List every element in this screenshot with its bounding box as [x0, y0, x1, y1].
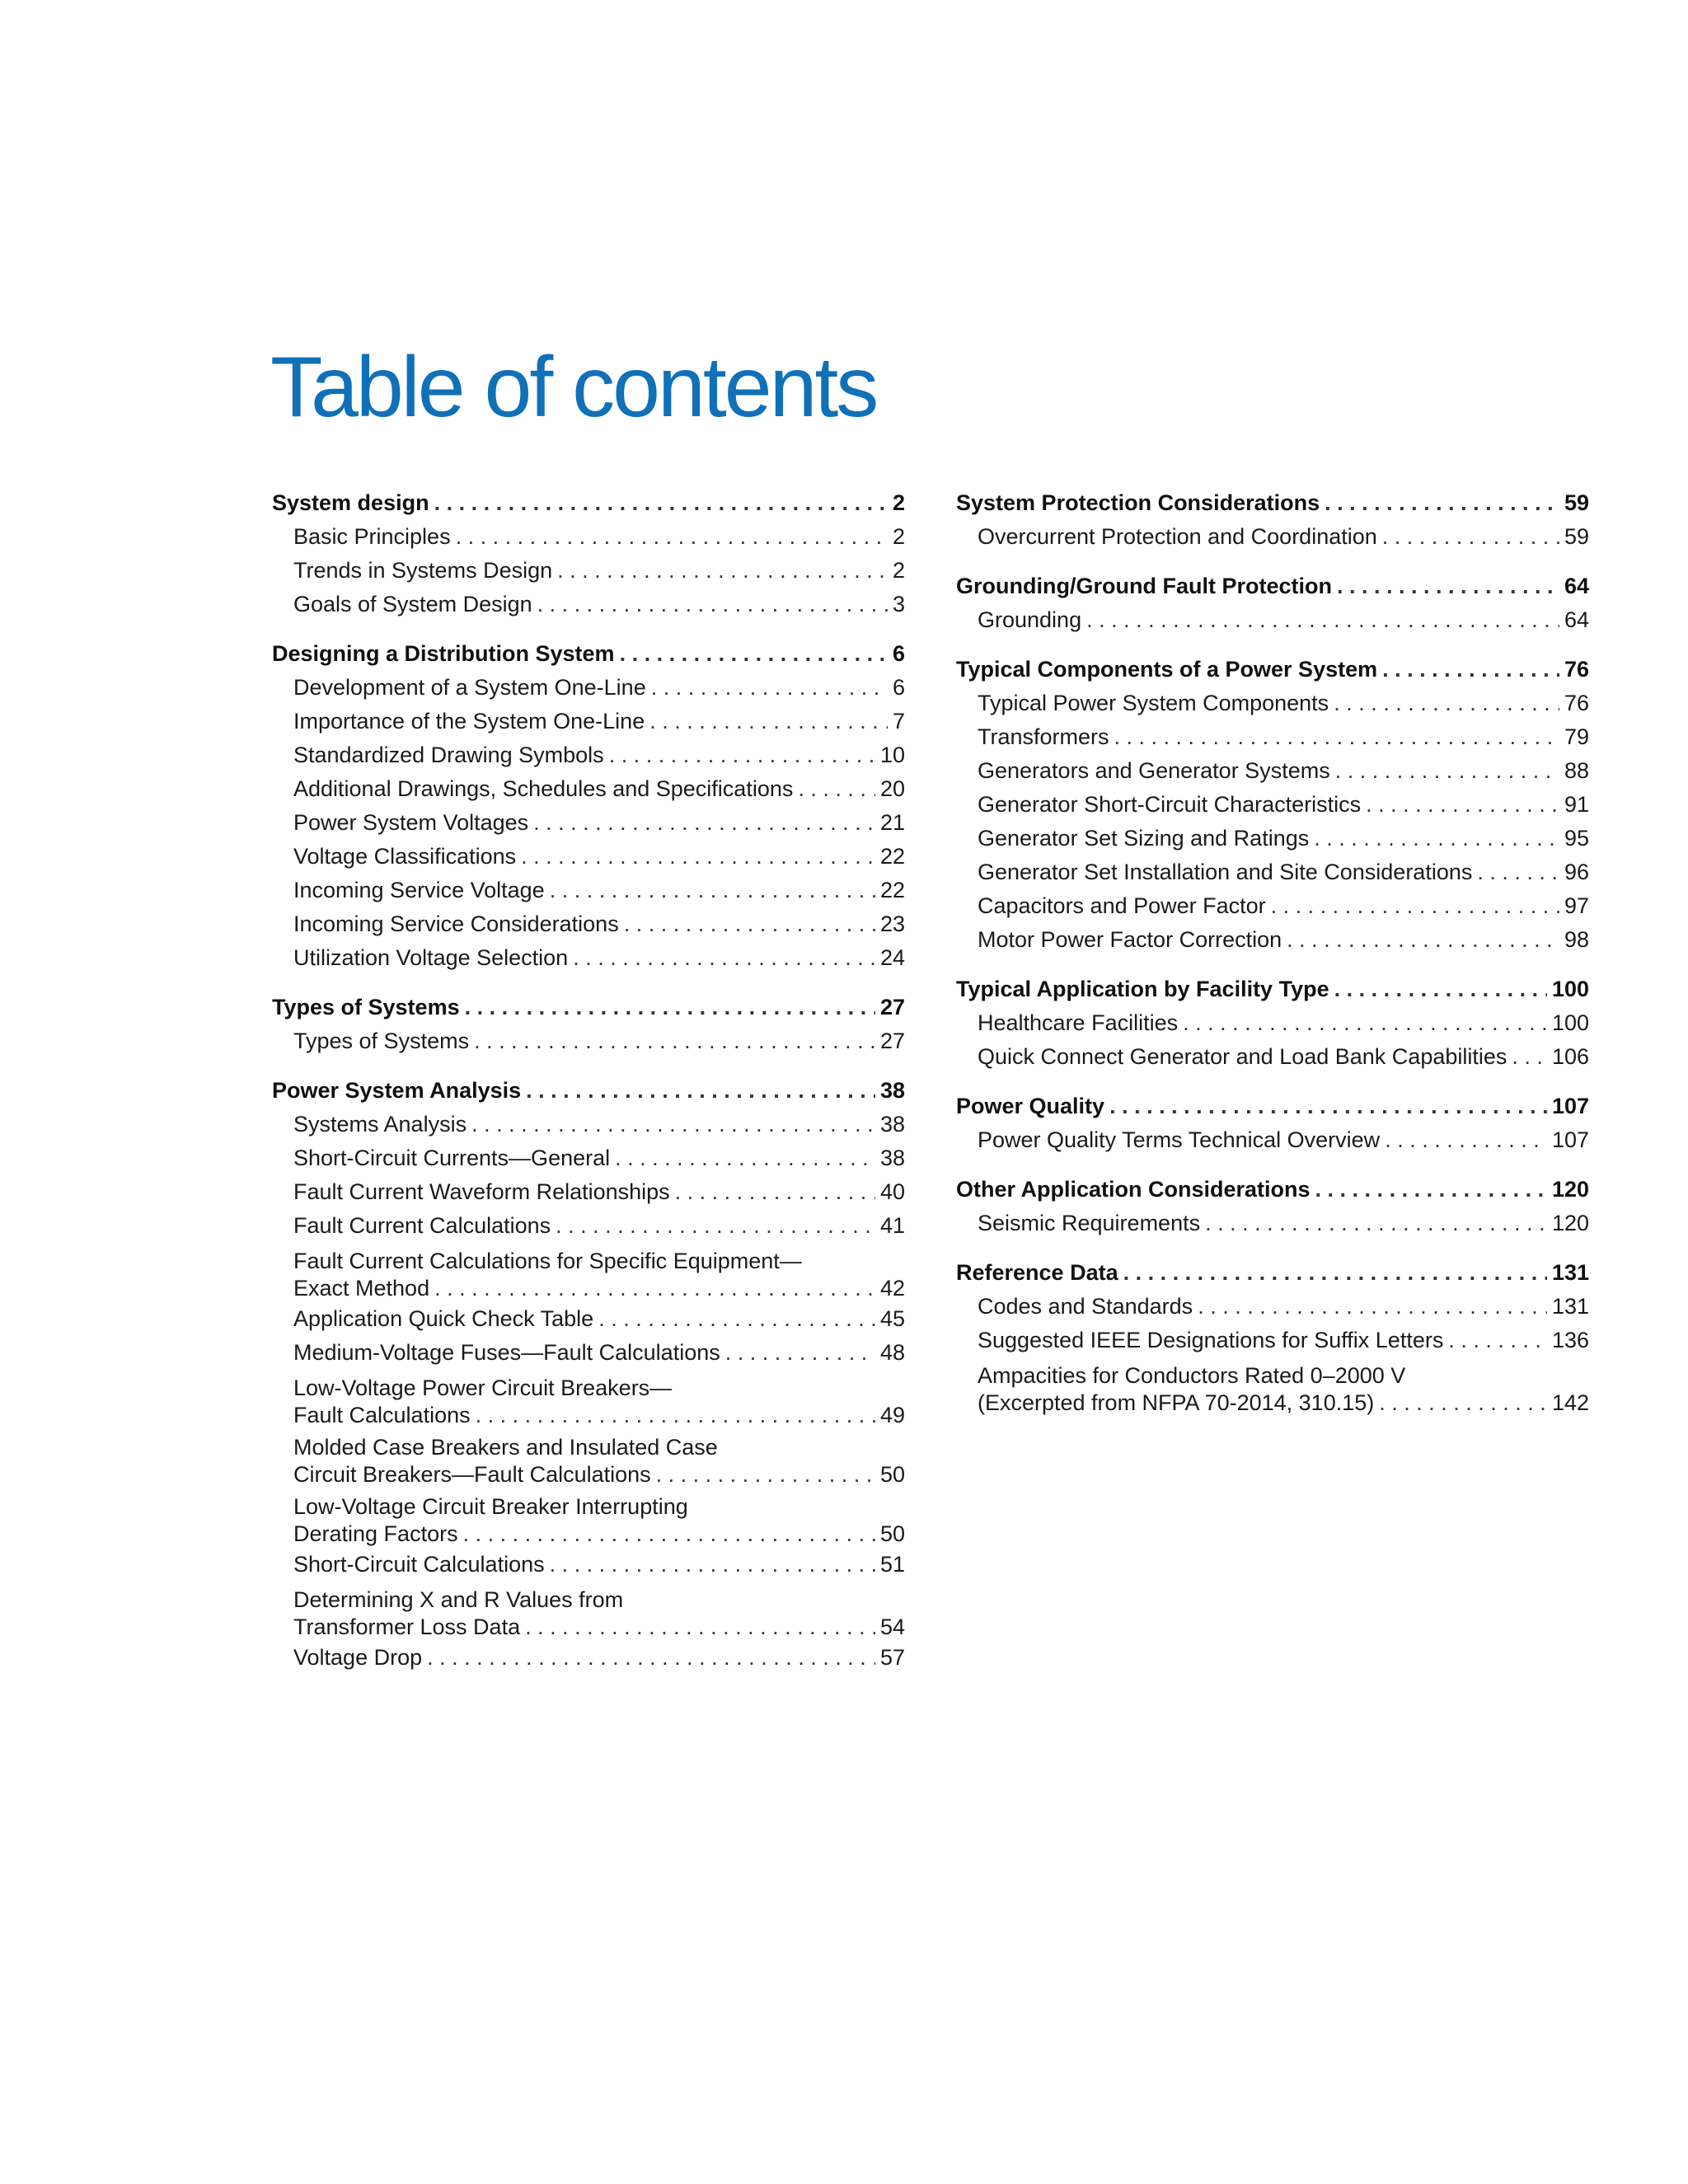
toc-entry[interactable] — [272, 772, 905, 806]
entry-title: Power Quality Terms Technical Overview — [978, 1127, 1381, 1152]
toc-entry[interactable] — [956, 1123, 1589, 1157]
entry-page-number: 51 — [879, 1552, 905, 1577]
section-title: Typical Components of a Power System — [956, 657, 1378, 682]
entry-line — [293, 840, 905, 874]
entry-title: (Excerpted from NFPA 70-2014, 310.15) — [978, 1390, 1375, 1415]
entry-title: Grounding — [978, 607, 1082, 632]
toc-right-column — [956, 486, 1589, 1432]
toc-section-heading[interactable] — [956, 1256, 1589, 1290]
entry-page-number: 100 — [1551, 1010, 1589, 1035]
toc-entry[interactable] — [272, 1243, 905, 1302]
entry-page-number: 95 — [1564, 826, 1589, 851]
dot-leader — [1123, 1256, 1547, 1290]
entry-title: Generator Set Sizing and Ratings — [978, 826, 1310, 851]
toc-entry[interactable] — [272, 705, 905, 738]
entry-title: Incoming Service Voltage — [293, 878, 545, 902]
entry-page-number: 48 — [879, 1340, 905, 1365]
entry-title: Short-Circuit Calculations — [293, 1552, 545, 1577]
entry-title: Motor Power Factor Correction — [978, 927, 1282, 952]
entry-page-number: 2 — [892, 558, 905, 583]
entry-title: Transformers — [978, 724, 1109, 749]
entry-page-number: 91 — [1564, 792, 1589, 817]
entry-title: Overcurrent Protection and Coordination — [978, 524, 1377, 549]
toc-entry[interactable] — [272, 1302, 905, 1336]
entry-title: Codes and Standards — [978, 1294, 1193, 1319]
toc-section-reference-data — [956, 1256, 1589, 1417]
toc-entry[interactable] — [272, 1488, 905, 1548]
toc-section-designing-a-distribution-system — [272, 637, 905, 975]
toc-entry[interactable] — [272, 738, 905, 772]
entry-title-line1: Low-Voltage Power Circuit Breakers— — [293, 1376, 673, 1400]
entry-page-number: 38 — [879, 1146, 905, 1170]
toc-entry[interactable] — [272, 1429, 905, 1488]
entry-line — [293, 520, 905, 554]
entry-title: Types of Systems — [293, 1029, 470, 1053]
dot-leader — [798, 772, 875, 806]
entry-title-line1: Determining X and R Values from — [293, 1587, 624, 1612]
section-title: Grounding/Ground Fault Protection — [956, 574, 1332, 598]
section-page-number: 38 — [879, 1078, 905, 1103]
toc-section-heading[interactable] — [956, 486, 1589, 520]
entry-title: Basic Principles — [293, 524, 451, 549]
section-title: System Protection Considerations — [956, 490, 1320, 515]
entry-page-number: 131 — [1551, 1294, 1589, 1319]
toc-entry[interactable] — [272, 941, 905, 975]
toc-entry[interactable] — [956, 1357, 1589, 1417]
entry-line — [978, 788, 1589, 822]
toc-section-system-protection-considerations — [956, 486, 1589, 554]
entry-page-number: 79 — [1564, 724, 1589, 749]
toc-entry[interactable] — [956, 889, 1589, 923]
dot-leader — [1325, 486, 1559, 520]
section-title: Types of Systems — [272, 995, 460, 1019]
section-page-number: 120 — [1551, 1177, 1589, 1202]
dot-leader — [526, 1074, 875, 1108]
entry-page-number: 54 — [879, 1615, 905, 1639]
dot-leader — [1382, 520, 1559, 554]
entry-line — [978, 1389, 1589, 1417]
entry-page-number: 120 — [1551, 1211, 1589, 1235]
toc-entry[interactable] — [272, 671, 905, 705]
toc-entry[interactable] — [956, 822, 1589, 855]
section-page-number: 59 — [1564, 490, 1589, 515]
dot-leader — [675, 1175, 875, 1209]
entry-page-number: 96 — [1564, 860, 1589, 884]
dot-leader — [620, 637, 888, 671]
entry-title: Development of a System One-Line — [293, 675, 646, 700]
section-title: Power System Analysis — [272, 1078, 522, 1103]
section-title: Typical Application by Facility Type — [956, 977, 1329, 1001]
toc-section-power-quality — [956, 1090, 1589, 1157]
toc-section-power-system-analysis — [272, 1074, 905, 1675]
dot-leader — [476, 1401, 875, 1429]
dot-leader — [1183, 1006, 1547, 1040]
entry-line — [293, 1520, 905, 1548]
section-title: System design — [272, 490, 429, 515]
entry-title: Incoming Service Considerations — [293, 912, 619, 936]
entry-title: Systems Analysis — [293, 1112, 467, 1137]
entry-line — [978, 1324, 1589, 1357]
entry-line — [293, 1460, 905, 1488]
dot-leader — [434, 1274, 875, 1302]
toc-entry[interactable] — [956, 923, 1589, 957]
entry-page-number: 23 — [879, 912, 905, 936]
entry-line — [293, 1108, 905, 1141]
dot-leader — [533, 806, 875, 840]
entry-title: Importance of the System One-Line — [293, 709, 645, 733]
entry-line — [293, 738, 905, 772]
entry-title: Voltage Classifications — [293, 844, 517, 869]
dot-leader — [725, 1336, 875, 1370]
entry-line — [293, 1401, 905, 1429]
entry-line — [293, 554, 905, 588]
toc-section-heading[interactable] — [272, 991, 905, 1024]
section-page-number: 107 — [1551, 1094, 1589, 1118]
dot-leader — [1385, 1123, 1547, 1157]
entry-line — [293, 1175, 905, 1209]
entry-title: Application Quick Check Table — [293, 1306, 594, 1331]
toc-section-heading[interactable] — [956, 1173, 1589, 1207]
entry-title: Generator Set Installation and Site Considerations — [978, 860, 1473, 884]
entry-page-number: 97 — [1564, 893, 1589, 918]
dot-leader — [463, 1520, 875, 1548]
entry-page-number: 22 — [879, 878, 905, 902]
toc-entry[interactable] — [956, 754, 1589, 788]
toc-entry[interactable] — [272, 1175, 905, 1209]
toc-entry[interactable] — [272, 1582, 905, 1641]
toc-section-typical-application-by-facility-type — [956, 972, 1589, 1074]
dot-leader — [1314, 822, 1559, 855]
entry-title: Utilization Voltage Selection — [293, 945, 569, 970]
entry-title: Fault Current Calculations — [293, 1213, 551, 1238]
toc-entry[interactable] — [272, 874, 905, 907]
entry-line — [978, 1123, 1589, 1157]
toc-left-column — [272, 486, 905, 1690]
dot-leader — [456, 520, 888, 554]
section-page-number: 76 — [1564, 657, 1589, 682]
entry-line — [978, 687, 1589, 720]
toc-section-heading[interactable] — [272, 637, 905, 671]
entry-title: Generator Short-Circuit Characteristics — [978, 792, 1362, 817]
toc-entry[interactable] — [272, 806, 905, 840]
entry-line — [293, 588, 905, 621]
entry-line — [293, 1141, 905, 1175]
dot-leader — [1337, 569, 1559, 603]
dot-leader — [550, 874, 875, 907]
page-title: Table of contents — [270, 340, 877, 435]
toc-entry[interactable] — [956, 1290, 1589, 1324]
section-page-number: 6 — [892, 641, 905, 666]
entry-page-number: 41 — [879, 1213, 905, 1238]
entry-page-number: 27 — [879, 1029, 905, 1053]
section-page-number: 27 — [879, 995, 905, 1019]
entry-line — [293, 1336, 905, 1370]
entry-page-number: 76 — [1564, 691, 1589, 715]
toc-entry[interactable] — [956, 520, 1589, 554]
entry-line — [293, 1641, 905, 1675]
entry-page-number: 106 — [1551, 1044, 1589, 1069]
dot-leader — [1366, 788, 1559, 822]
entry-title-line1: Low-Voltage Circuit Breaker Interrupting — [293, 1494, 688, 1519]
entry-line — [293, 806, 905, 840]
entry-line — [978, 603, 1589, 637]
dot-leader — [1114, 720, 1559, 754]
toc-entry[interactable] — [956, 855, 1589, 889]
dot-leader — [1271, 889, 1559, 923]
toc-entry[interactable] — [272, 1641, 905, 1675]
entry-page-number: 6 — [892, 675, 905, 700]
entry-page-number: 22 — [879, 844, 905, 869]
dot-leader — [615, 1141, 875, 1175]
dot-leader — [1379, 1389, 1547, 1417]
toc-entry[interactable] — [272, 1108, 905, 1141]
entry-page-number: 98 — [1564, 927, 1589, 952]
entry-page-number: 59 — [1564, 524, 1589, 549]
dot-leader — [649, 705, 888, 738]
dot-leader — [471, 1108, 875, 1141]
dot-leader — [465, 991, 875, 1024]
entry-title: Transformer Loss Data — [293, 1615, 521, 1639]
entry-title: Typical Power System Components — [978, 691, 1329, 715]
toc-entry[interactable] — [956, 603, 1589, 637]
toc-section-grounding-ground-fault-protection — [956, 569, 1589, 637]
entry-page-number: 107 — [1551, 1127, 1589, 1152]
section-page-number: 100 — [1551, 977, 1589, 1001]
toc-entry[interactable] — [956, 1040, 1589, 1074]
entry-line — [978, 923, 1589, 957]
entry-page-number: 142 — [1551, 1390, 1589, 1415]
dot-leader — [609, 738, 875, 772]
entry-line — [978, 754, 1589, 788]
dot-leader — [1334, 972, 1547, 1006]
entry-line — [978, 720, 1589, 754]
dot-leader — [1334, 687, 1559, 720]
entry-line — [293, 1548, 905, 1582]
entry-line — [978, 1207, 1589, 1240]
entry-line — [978, 1290, 1589, 1324]
toc-section-typical-components-of-a-power-system — [956, 653, 1589, 957]
entry-page-number: 64 — [1564, 607, 1589, 632]
entry-line — [293, 772, 905, 806]
dot-leader — [1335, 754, 1559, 788]
entry-page-number: 50 — [879, 1462, 905, 1487]
dot-leader — [624, 907, 875, 941]
dot-leader — [573, 941, 875, 975]
entry-title: Power System Voltages — [293, 810, 529, 835]
dot-leader — [656, 1460, 875, 1488]
dot-leader — [525, 1613, 875, 1641]
entry-title: Fault Current Waveform Relationships — [293, 1179, 670, 1204]
toc-entry[interactable] — [272, 907, 905, 941]
dot-leader — [1448, 1324, 1547, 1357]
dot-leader — [1109, 1090, 1547, 1123]
entry-line — [978, 1006, 1589, 1040]
entry-line — [978, 822, 1589, 855]
entry-page-number: 45 — [879, 1306, 905, 1331]
dot-leader — [1315, 1173, 1547, 1207]
entry-page-number: 42 — [879, 1276, 905, 1301]
entry-line — [293, 1209, 905, 1243]
entry-page-number: 2 — [892, 524, 905, 549]
entry-line — [293, 705, 905, 738]
dot-leader — [557, 554, 888, 588]
entry-title: Healthcare Facilities — [978, 1010, 1179, 1035]
entry-page-number: 21 — [879, 810, 905, 835]
toc-section-types-of-systems — [272, 991, 905, 1058]
entry-title-line1: Fault Current Calculations for Specific Equipment— — [293, 1249, 802, 1273]
entry-title: Voltage Drop — [293, 1645, 423, 1670]
entry-line — [293, 1274, 905, 1302]
entry-title: Exact Method — [293, 1276, 430, 1301]
toc-section-heading[interactable] — [272, 1074, 905, 1108]
toc-section-heading[interactable] — [272, 486, 905, 520]
section-title: Designing a Distribution System — [272, 641, 615, 666]
entry-title: Circuit Breakers—Fault Calculations — [293, 1462, 651, 1487]
dot-leader — [1512, 1040, 1547, 1074]
toc-entry[interactable] — [956, 1324, 1589, 1357]
section-page-number: 131 — [1551, 1260, 1589, 1285]
entry-line — [293, 941, 905, 975]
entry-line — [978, 520, 1589, 554]
section-title: Reference Data — [956, 1260, 1118, 1285]
entry-line — [293, 907, 905, 941]
toc-entry[interactable] — [272, 1336, 905, 1370]
dot-leader — [1477, 855, 1559, 889]
toc-section-other-application-considerations — [956, 1173, 1589, 1240]
dot-leader — [1198, 1290, 1547, 1324]
entry-page-number: 50 — [879, 1521, 905, 1546]
entry-page-number: 49 — [879, 1403, 905, 1427]
entry-page-number: 40 — [879, 1179, 905, 1204]
toc-section-system-design — [272, 486, 905, 621]
toc-entry[interactable] — [956, 1006, 1589, 1040]
dot-leader — [1205, 1207, 1547, 1240]
entry-page-number: 136 — [1551, 1328, 1589, 1352]
entry-title: Medium-Voltage Fuses—Fault Calculations — [293, 1340, 720, 1365]
entry-title: Standardized Drawing Symbols — [293, 743, 604, 767]
entry-page-number: 7 — [892, 709, 905, 733]
entry-line — [293, 874, 905, 907]
toc-section-heading[interactable] — [956, 653, 1589, 687]
entry-title-line1: Molded Case Breakers and Insulated Case — [293, 1435, 718, 1460]
entry-title-line1: Ampacities for Conductors Rated 0–2000 V — [978, 1363, 1406, 1388]
entry-line — [293, 1613, 905, 1641]
entry-title: Derating Factors — [293, 1521, 458, 1546]
entry-title: Additional Drawings, Schedules and Specifications — [293, 776, 794, 801]
toc-entry[interactable] — [272, 520, 905, 554]
entry-page-number: 3 — [892, 592, 905, 616]
entry-page-number: 10 — [879, 743, 905, 767]
toc-section-heading[interactable] — [956, 972, 1589, 1006]
entry-line — [978, 855, 1589, 889]
entry-line — [293, 1024, 905, 1058]
dot-leader — [598, 1302, 875, 1336]
dot-leader — [550, 1548, 875, 1582]
entry-title: Goals of System Design — [293, 592, 532, 616]
dot-leader — [651, 671, 888, 705]
toc-entry[interactable] — [956, 720, 1589, 754]
dot-leader — [521, 840, 875, 874]
entry-title: Quick Connect Generator and Load Bank Capabilities — [978, 1044, 1507, 1069]
toc-entry[interactable] — [272, 1024, 905, 1058]
toc-entry[interactable] — [956, 788, 1589, 822]
entry-line — [978, 1040, 1589, 1074]
entry-page-number: 88 — [1564, 758, 1589, 783]
toc-section-heading[interactable] — [956, 569, 1589, 603]
toc-entry[interactable] — [956, 687, 1589, 720]
entry-line — [293, 671, 905, 705]
toc-entry[interactable] — [272, 588, 905, 621]
section-title: Power Quality — [956, 1094, 1105, 1118]
entry-page-number: 20 — [879, 776, 905, 801]
entry-title: Generators and Generator Systems — [978, 758, 1330, 783]
dot-leader — [556, 1209, 875, 1243]
section-title: Other Application Considerations — [956, 1177, 1311, 1202]
toc-entry[interactable] — [956, 1207, 1589, 1240]
dot-leader — [474, 1024, 875, 1058]
entry-title: Short-Circuit Currents—General — [293, 1146, 611, 1170]
dot-leader — [1086, 603, 1559, 637]
entry-page-number: 57 — [879, 1645, 905, 1670]
entry-page-number: 24 — [879, 945, 905, 970]
toc-entry[interactable] — [272, 1209, 905, 1243]
entry-title: Fault Calculations — [293, 1403, 471, 1427]
toc-entry[interactable] — [272, 1141, 905, 1175]
dot-leader — [434, 486, 888, 520]
toc-entry[interactable] — [272, 1370, 905, 1429]
toc-entry[interactable] — [272, 840, 905, 874]
toc-entry[interactable] — [272, 554, 905, 588]
entry-page-number: 38 — [879, 1112, 905, 1137]
entry-line — [978, 889, 1589, 923]
toc-entry[interactable] — [272, 1548, 905, 1582]
entry-title: Seismic Requirements — [978, 1211, 1201, 1235]
section-page-number: 2 — [892, 490, 905, 515]
section-page-number: 64 — [1564, 574, 1589, 598]
entry-line — [293, 1302, 905, 1336]
entry-title: Suggested IEEE Designations for Suffix Letters — [978, 1328, 1444, 1352]
dot-leader — [1287, 923, 1559, 957]
dot-leader — [1382, 653, 1559, 687]
entry-title: Trends in Systems Design — [293, 558, 553, 583]
toc-section-heading[interactable] — [956, 1090, 1589, 1123]
dot-leader — [427, 1641, 875, 1675]
entry-title: Capacitors and Power Factor — [978, 893, 1266, 918]
dot-leader — [537, 588, 888, 621]
